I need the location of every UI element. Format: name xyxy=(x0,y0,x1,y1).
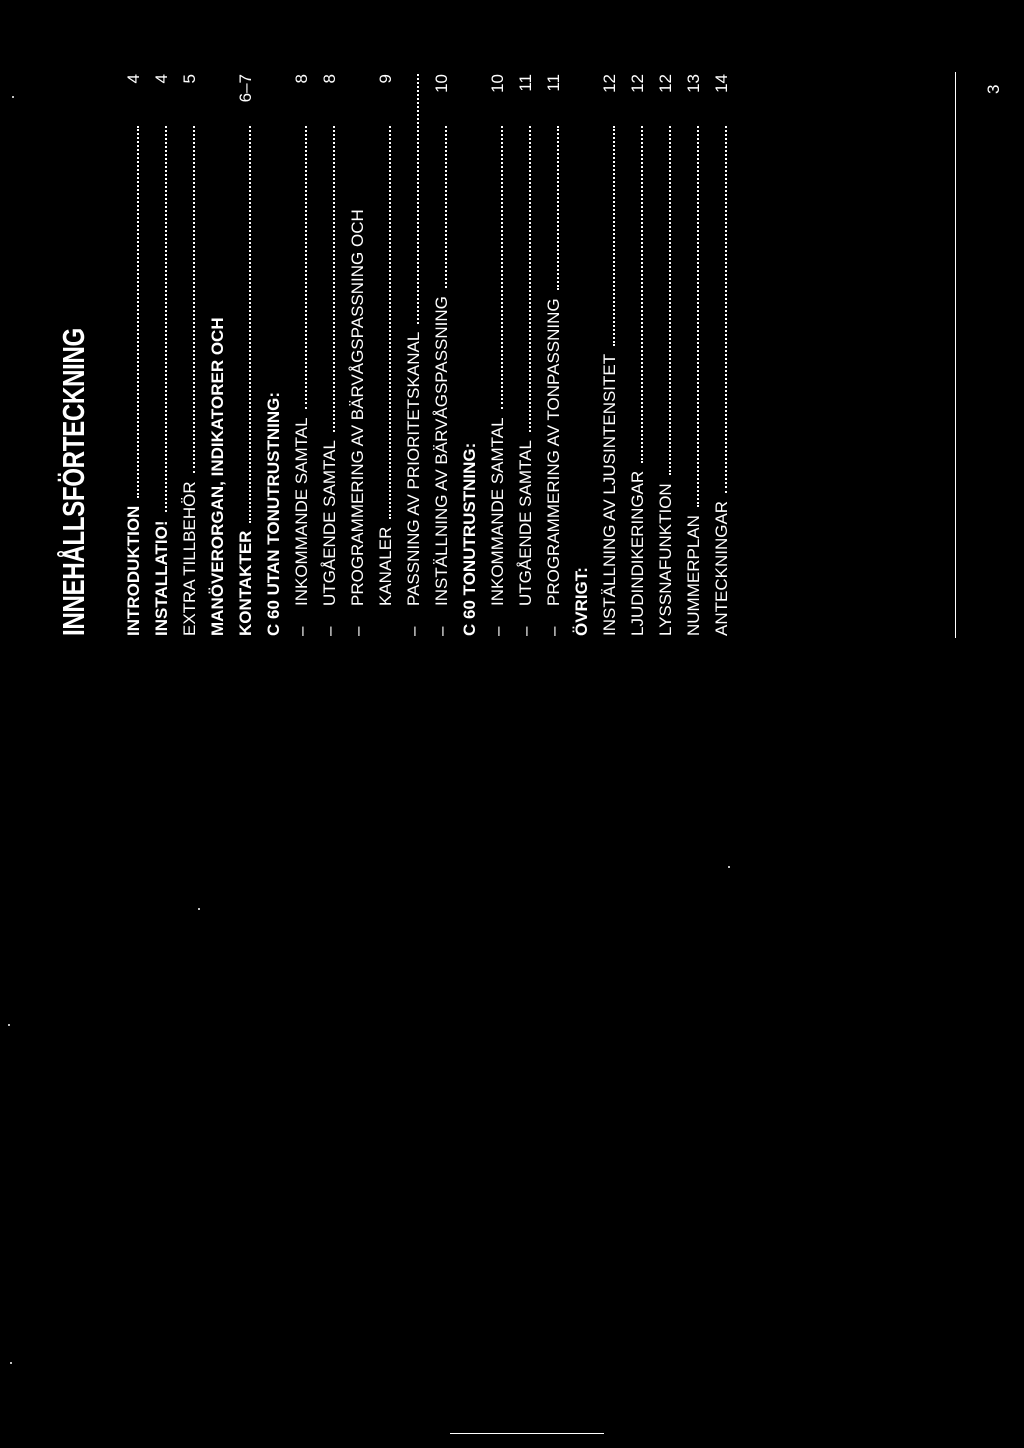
toc-entry-leader xyxy=(641,126,643,463)
toc-entry-label: UTGÅENDE SAMTAL xyxy=(320,440,339,606)
margin-rule xyxy=(450,1433,604,1434)
scan-speck xyxy=(728,866,730,868)
toc-entry-label: INKOMMANDE SAMTAL xyxy=(488,417,507,606)
footer-rule xyxy=(955,72,956,638)
toc-entry-page: 8 xyxy=(320,74,339,84)
toc-entry-page: 4 xyxy=(152,74,171,84)
toc-entry xyxy=(704,74,732,636)
toc-entry xyxy=(676,74,704,636)
toc-entry-leader xyxy=(165,126,167,512)
page-number: 3 xyxy=(984,84,1003,94)
toc-entry xyxy=(536,74,564,636)
toc-entry-page: 6–7 xyxy=(236,74,255,103)
toc-entry xyxy=(172,74,200,636)
toc-entry-page: 12 xyxy=(656,74,675,93)
toc-entry-dash: – xyxy=(516,626,535,636)
toc-entry-leader xyxy=(613,126,615,346)
toc-entry-label: ANTECKNINGAR xyxy=(712,500,731,636)
toc-entry-page: 11 xyxy=(516,74,535,92)
toc-entry-label: NUMMERPLAN xyxy=(684,515,703,636)
toc-entry-label: PROGRAMMERING AV TONPASSNING xyxy=(544,298,563,606)
toc-entry-dash: – xyxy=(488,626,507,636)
toc-entry xyxy=(648,74,676,636)
table-of-contents xyxy=(116,74,732,636)
toc-entry-leader xyxy=(389,126,391,519)
scan-speck xyxy=(12,96,14,98)
toc-entry xyxy=(368,74,396,636)
toc-entry-label: C 60 UTAN TONUTRUSTNING: xyxy=(264,392,283,636)
toc-entry-page: 14 xyxy=(712,74,731,93)
toc-entry-label: INKOMMANDE SAMTAL xyxy=(292,417,311,606)
toc-entry-label: INSTÄLLNING AV BÄRVÅGSPASSNING xyxy=(432,296,451,606)
toc-entry-dash: – xyxy=(292,626,311,636)
toc-entry-page: 13 xyxy=(684,74,703,93)
toc-entry-page: 12 xyxy=(628,74,647,93)
toc-entry xyxy=(396,74,424,636)
toc-entry xyxy=(620,74,648,636)
toc-entry-label: C 60 TONUTRUSTNING: xyxy=(460,442,479,636)
toc-entry-leader xyxy=(557,126,559,290)
toc-entry-leader xyxy=(697,126,699,507)
toc-entry-label: INSTÄLLNING AV LJUSINTENSITET xyxy=(600,353,619,636)
toc-entry-leader xyxy=(417,74,419,324)
toc-entry-leader xyxy=(669,126,671,475)
toc-entry-leader xyxy=(501,126,503,409)
toc-entry-dash: – xyxy=(544,626,563,636)
page-title: INNEHÅLLSFÖRTECKNING xyxy=(56,328,91,636)
toc-entry xyxy=(312,74,340,636)
toc-entry xyxy=(508,74,536,636)
toc-entry xyxy=(480,74,508,636)
toc-entry-leader xyxy=(529,126,531,432)
toc-entry-dash: – xyxy=(404,626,423,636)
scan-speck xyxy=(198,908,200,910)
scan-speck xyxy=(8,1024,10,1026)
toc-entry-page: 9 xyxy=(376,74,395,84)
toc-entry-page: 12 xyxy=(600,74,619,93)
toc-entry-page: 10 xyxy=(432,74,451,93)
toc-entry-leader xyxy=(249,126,251,523)
toc-entry-label: INSTALLATIO! xyxy=(152,520,171,636)
toc-entry-dash: – xyxy=(348,626,367,636)
toc-entry xyxy=(340,74,368,636)
toc-entry-label: PROGRAMMERING AV BÄRVÅGSPASSNING OCH xyxy=(348,209,367,606)
toc-entry-label: LJUDINDIKERINGAR xyxy=(628,470,647,636)
toc-entry-page: 4 xyxy=(124,74,143,84)
toc-entry-label: LYSSNAFUNKTION xyxy=(656,483,675,636)
toc-entry-dash: – xyxy=(320,626,339,636)
toc-entry xyxy=(200,74,228,636)
toc-entry-page: 5 xyxy=(180,74,199,84)
toc-entry-label: KONTAKTER xyxy=(236,530,255,636)
toc-entry-label: KANALER xyxy=(376,526,395,606)
toc-entry xyxy=(144,74,172,636)
toc-entry-leader xyxy=(305,126,307,409)
toc-entry-page: 10 xyxy=(488,74,507,93)
toc-entry xyxy=(424,74,452,636)
toc-entry-page: 8 xyxy=(292,74,311,84)
toc-entry-label: INTRODUKTION xyxy=(124,505,143,636)
toc-entry-label: EXTRA TILLBEHÖR xyxy=(180,481,199,636)
toc-entry xyxy=(256,74,284,636)
scan-speck xyxy=(10,1362,12,1364)
toc-entry-page: 11 xyxy=(544,74,563,92)
toc-entry xyxy=(564,74,592,636)
toc-entry-leader xyxy=(333,126,335,432)
toc-entry xyxy=(284,74,312,636)
toc-entry-dash: – xyxy=(432,626,451,636)
toc-entry xyxy=(452,74,480,636)
toc-entry-label: UTGÅENDE SAMTAL xyxy=(516,440,535,606)
toc-entry-leader xyxy=(137,126,139,498)
toc-entry-label: ÖVRIGT: xyxy=(572,567,591,636)
toc-entry-leader xyxy=(725,126,727,493)
toc-entry-label: PASSNING AV PRIORITETSKANAL xyxy=(404,331,423,606)
toc-entry xyxy=(116,74,144,636)
toc-entry-leader xyxy=(193,126,195,473)
toc-entry-label: MANÖVERORGAN, INDIKATORER OCH xyxy=(208,317,227,636)
toc-entry xyxy=(228,74,256,636)
toc-entry xyxy=(592,74,620,636)
toc-entry-leader xyxy=(445,126,447,288)
